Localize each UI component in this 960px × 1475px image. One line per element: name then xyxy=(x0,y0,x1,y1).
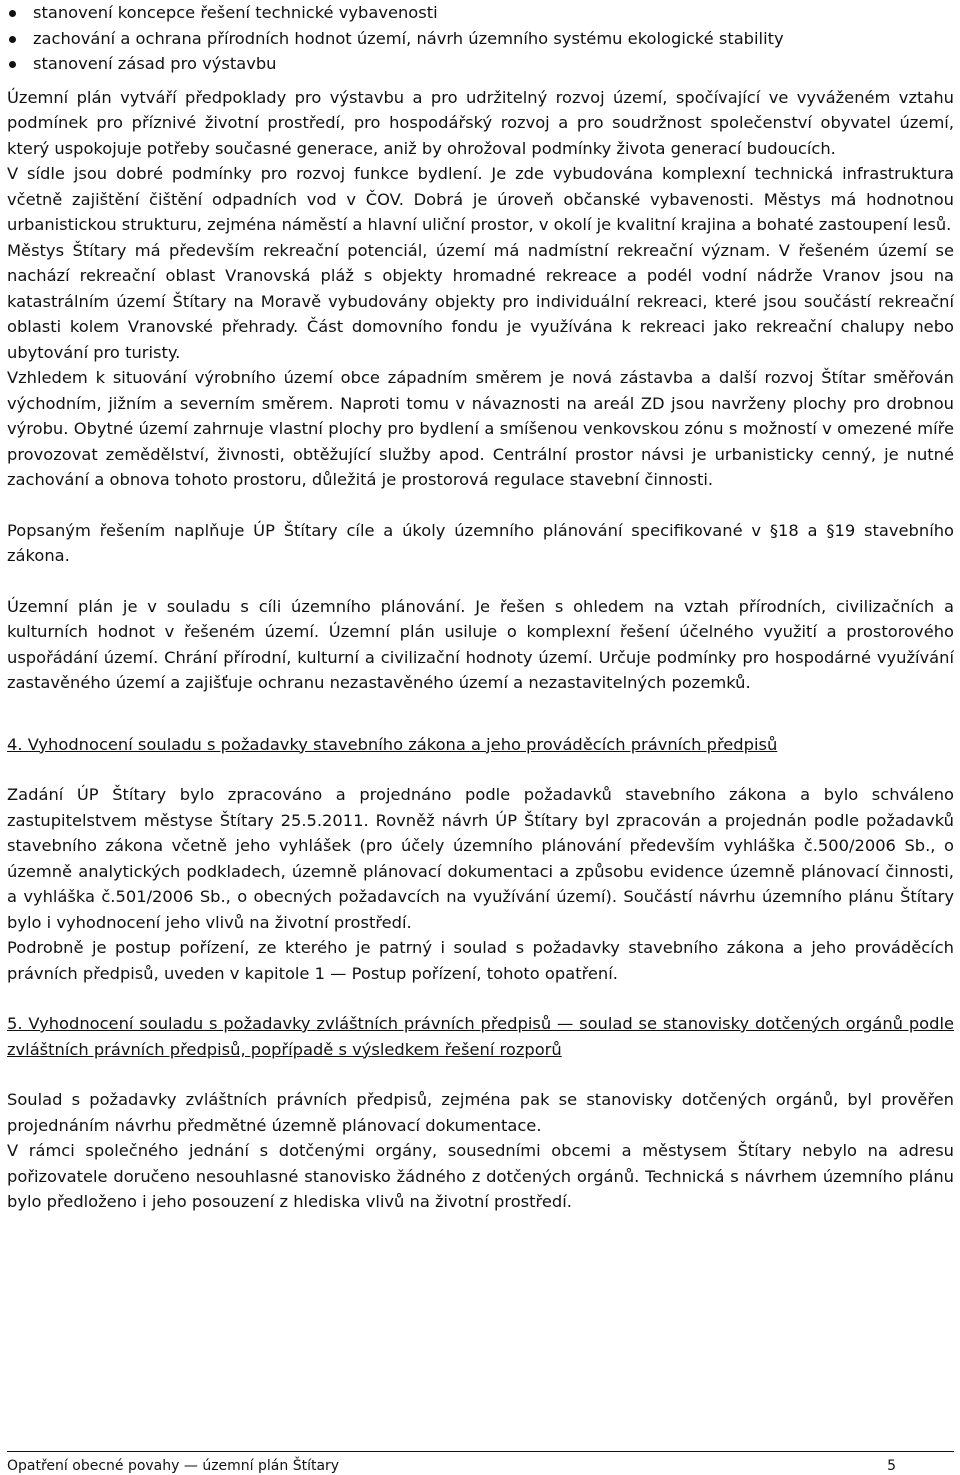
section-heading: 4. Vyhodnocení souladu s požadavky stavebního zákona a jeho prováděcích právních předpisů xyxy=(7,734,778,754)
paragraph: Soulad s požadavky zvláštních právních předpisů, zejména pak se stanovisky dotčených orgánů, byl prověřen projednáním návrhu předmětné územně plánovací dokumentace. xyxy=(7,1090,954,1135)
document-body xyxy=(7,0,954,1215)
bullet-text: stanovení koncepce řešení technické vybavenosti xyxy=(33,3,438,22)
paragraph: Městys Štítary má především rekreační potenciál, území má nadmístní rekreační význam. V řešeném území se nachází rekreační oblast Vranovská pláž s objekty hromadné rekreace a podél vodní nádrže Vranov jsou na katastrálním území Štítary na Moravě vybudovány objekty pro individuální rekreaci, které jsou součástí rekreační oblasti kolem Vranovské přehrady. Část domovního fondu je využívána k rekreaci jako rekreační chalupy nebo ubytování pro turisty. xyxy=(7,240,954,362)
list-item xyxy=(7,51,954,77)
bullet-text: zachování a ochrana přírodních hodnot území, návrh územního systému ekologické stability xyxy=(33,28,784,48)
paragraph: V rámci společného jednání s dotčenými orgány, sousedními obcemi a městysem Štítary nebylo na adresu pořizovatele doručeno nesouhlasné stanovisko žádného z dotčených orgánů. Technická s návrhem územního plánu bylo předloženo i jeho posouzení z hlediska vlivů na životní prostředí. xyxy=(7,1141,954,1211)
paragraph: Vzhledem k situování výrobního území obce západním směrem je nová zástavba a další rozvoj Štítar směřován východním, jižním a severním směrem. Naproti tomu v návaznosti na areál ZD jsou navrženy plochy pro drobnou výrobu. Obytné území zahrnuje vlastní plochy pro bydlení a smíšenou venkovskou zónu s možností v omezené míře provozovat zemědělství, živnosti, obtěžující služby apod. Centrální prostor návsi je urbanisticky cenný, je nutné zachování a obnova tohoto prostoru, důležitá je prostorová regulace stavební činnosti. xyxy=(7,368,954,489)
list-item xyxy=(7,0,954,26)
paragraph: Podrobně je postup pořízení, ze kterého je patrný i soulad s požadavky stavebního zákona a jeho prováděcích právních předpisů, uveden v kapitole 1 — Postup pořízení, tohoto opatření. xyxy=(7,938,954,983)
footer-title: Opatření obecné povahy — územní plán Štítary xyxy=(7,1458,340,1474)
section-heading: 5. Vyhodnocení souladu s požadavky zvláštních právních předpisů — soulad se stanovisky dotčených orgánů podle zvláštních právních předpisů, popřípadě s výsledkem řešení rozporů xyxy=(7,1014,954,1059)
paragraph: Územní plán vytváří předpoklady pro výstavbu a pro udržitelný rozvoj území, spočívající ve vyváženém vztahu podmínek pro příznivé životní prostředí, pro hospodářský rozvoj a pro soudržnost společenství obyvatel území, který uspokojuje potřeby současné generace, aniž by ohrožoval podmínky života generací budoucích. xyxy=(7,87,954,158)
paragraph: V sídle jsou dobré podmínky pro rozvoj funkce bydlení. Je zde vybudována komplexní technická infrastruktura včetně zajištění čištění odpadních vod v ČOV. Dobrá je úroveň občanské vybavenosti. Městys má hodnotnou urbanistickou strukturu, zejména náměstí a hlavní uliční prostor, v okolí je kvalitní krajina a bohaté zastoupení lesů. xyxy=(7,164,954,234)
paragraph: Územní plán je v souladu s cíli územního plánování. Je řešen s ohledem na vztah přírodních, civilizačních a kulturních hodnot v řešeném území. Územní plán usiluje o komplexní řešení účelného využití a prostorového uspořádání území. Chrání přírodní, kulturní a civilizační hodnoty území. Určuje podmínky pro hospodárné využívání zastavěného území a zajišťuje ochranu nezastavěného území a nezastavitelných pozemků. xyxy=(7,596,954,692)
bullet-text: stanovení zásad pro výstavbu xyxy=(33,54,277,73)
page-footer xyxy=(7,1451,954,1475)
bullet-icon xyxy=(9,10,16,17)
paragraph: Zadání ÚP Štítary bylo zpracováno a projednáno podle požadavků stavebního zákona a bylo schváleno zastupitelstvem městyse Štítary 25.5.2011. Rovněž návrh ÚP Štítary byl zpracován a projednán podle požadavků stavebního zákona včetně jeho vyhlášek (pro účely územního plánování především vyhláška č.500/2006 Sb., o územně analytických podkladech, územně plánovací dokumentaci a způsobu evidence územně plánovací činnosti, a vyhláška č.501/2006 Sb., o obecných požadavcích na využívání území). Součástí návrhu územního plánu Štítary bylo i vyhodnocení jeho vlivů na životní prostředí. xyxy=(7,785,954,932)
page-number: 5 xyxy=(887,1458,896,1474)
paragraph: Popsaným řešením naplňuje ÚP Štítary cíle a úkoly územního plánování specifikované v §18 a §19 stavebního zákona. xyxy=(7,520,954,565)
list-item xyxy=(7,26,954,52)
bullet-icon xyxy=(9,61,16,68)
bullet-list xyxy=(7,0,954,77)
bullet-icon xyxy=(9,36,16,43)
